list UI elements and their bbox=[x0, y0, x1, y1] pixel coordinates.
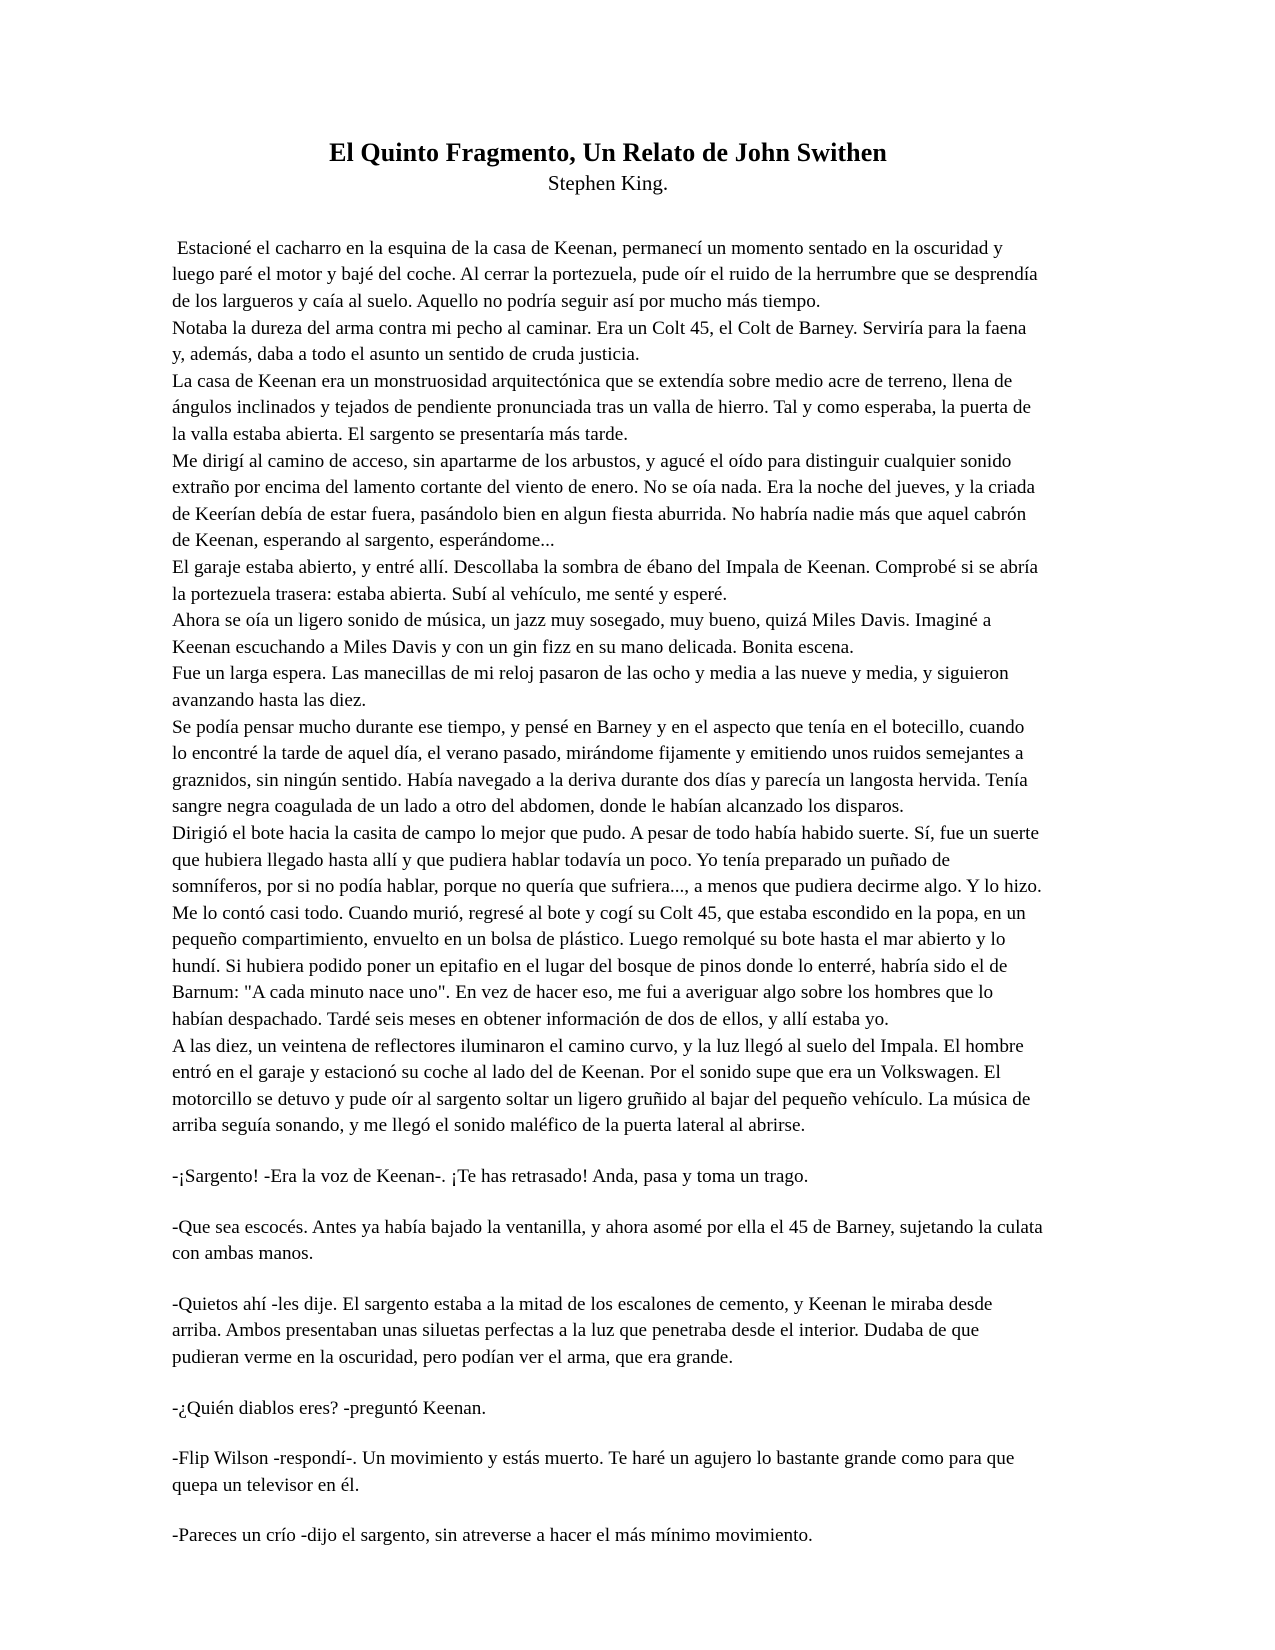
story-paragraph: El garaje estaba abierto, y entré allí. Descollaba la sombra de ébano del Impala de Keenan. Comprobé si se abría la portezuela trasera: estaba abierta. Subí al vehículo, me senté y esperé. bbox=[172, 556, 1043, 605]
story-paragraph: -¿Quién diablos eres? -preguntó Keenan. bbox=[172, 1397, 487, 1419]
story-paragraph: Dirigió el bote hacia la casita de campo lo mejor que pudo. A pesar de todo había habido suerte. Sí, fue un suerte que hubiera llegado hasta allí y que pudiera hablar todavía un poco. Yo tenía preparado un puñado de somníferos, por si no podía hablar, porque no quería que sufriera..., a menos que pudiera decirme algo. Y lo hizo. Me lo contó casi todo. Cuando murió, regresé al bote y cogí su Colt 45, que estaba escondido en la popa, en un pequeño compartimiento, envuelto en un bolsa de plástico. Luego remolqué su bote hasta el mar abierto y lo hundí. Si hubiera podido poner un epitafio en el lugar del bosque de pinos donde lo enterré, habría sido el de Barnum: "A cada minuto nace uno". En vez de hacer eso, me fui a averiguar algo sobre los hombres que lo habían despachado. Tardé seis meses en obtener información de dos de ellos, y allí estaba yo. bbox=[172, 822, 1047, 1031]
story-paragraph: -Flip Wilson -respondí-. Un movimiento y estás muerto. Te haré un agujero lo bastante grande como para que quepa un televisor en él. bbox=[172, 1448, 1020, 1496]
story-paragraph: -Pareces un crío -dijo el sargento, sin atreverse a hacer el más mínimo movimiento. bbox=[172, 1525, 813, 1547]
story-paragraph: Fue un larga espera. Las manecillas de mi reloj pasaron de las ocho y media a las nueve y media, y siguieron avanzando hasta las diez. bbox=[172, 663, 1014, 711]
author-byline: Stephen King. bbox=[547, 170, 669, 195]
story-paragraph: Estacioné el cacharro en la esquina de la casa de Keenan, permanecí un momento sentado en la oscuridad y luego paré el motor y bajé del coche. Al cerrar la portezuela, pude oír el ruido de la herrumbre que se desprendía de los largueros y caía al suelo. Aquello no podría seguir así por mucho más tiempo. bbox=[172, 237, 1043, 313]
story-paragraph: La casa de Keenan era un monstruosidad arquitectónica que se extendía sobre medio acre de terreno, llena de ángulos inclinados y tejados de pendiente pronunciada tras un valla de hierro. Tal y como esperaba, la puerta de la valla estaba abierta. El sargento se presentaría más tarde. bbox=[172, 370, 1036, 446]
story-paragraph: Me dirigí al camino de acceso, sin apartarme de los arbustos, y agucé el oído para distinguir cualquier sonido extraño por encima del lamento cortante del viento de enero. No se oía nada. Era la noche del jueves, y la criada de Keerían debía de estar fuera, pasándolo bien en algun fiesta aburrida. No habría nadie más que aquel cabrón de Keenan, esperando al sargento, esperándome... bbox=[172, 450, 1040, 552]
page-title: El Quinto Fragmento, Un Relato de John Swithen bbox=[329, 138, 887, 167]
story-body bbox=[172, 236, 1048, 1550]
story-paragraph: -¡Sargento! -Era la voz de Keenan-. ¡Te has retrasado! Anda, pasa y toma un trago. bbox=[172, 1166, 809, 1188]
document-content bbox=[172, 138, 1048, 1550]
story-paragraph: Ahora se oía un ligero sonido de música, un jazz muy sosegado, muy bueno, quizá Miles Davis. Imaginé a Keenan escuchando a Miles Davis y con un gin fizz en su mano delicada. Bonita escena. bbox=[172, 610, 997, 658]
story-paragraph: Se podía pensar mucho durante ese tiempo, y pensé en Barney y en el aspecto que tenía en el botecillo, cuando lo encontré la tarde de aquel día, el verano pasado, mirándome fijamente y emitiendo unos ruidos semejantes a graznidos, sin ningún sentido. Había navegado a la deriva durante dos días y parecía un langosta hervida. Tenía sangre negra coagulada de un lado a otro del abdomen, donde le habían alcanzado los disparos. bbox=[172, 716, 1033, 818]
story-paragraph: A las diez, un veintena de reflectores iluminaron el camino curvo, y la luz llegó al suelo del Impala. El hombre entró en el garaje y estacionó su coche al lado del de Keenan. Por el sonido supe que era un Volkswagen. El motorcillo se detuvo y pude oír al sargento soltar un ligero gruñido al bajar del pequeño vehículo. La música de arriba seguía sonando, y me llegó el sonido maléfico de la puerta lateral al abrirse. bbox=[172, 1035, 1036, 1137]
story-paragraph: Notaba la dureza del arma contra mi pecho al caminar. Era un Colt 45, el Colt de Barney. Serviría para la faena y, además, daba a todo el asunto un sentido de cruda justicia. bbox=[172, 317, 1032, 366]
story-paragraph: -Quietos ahí -les dije. El sargento estaba a la mitad de los escalones de cemento, y Keenan le miraba desde arriba. Ambos presentaban unas siluetas perfectas a la luz que penetraba desde el interior. Dudaba de que pudieran verme en la oscuridad, pero podían ver el arma, que era grande. bbox=[172, 1293, 998, 1369]
story-paragraph: -Que sea escocés. Antes ya había bajado la ventanilla, y ahora asomé por ella el 45 de Barney, sujetando la culata con ambas manos. bbox=[172, 1216, 1048, 1265]
